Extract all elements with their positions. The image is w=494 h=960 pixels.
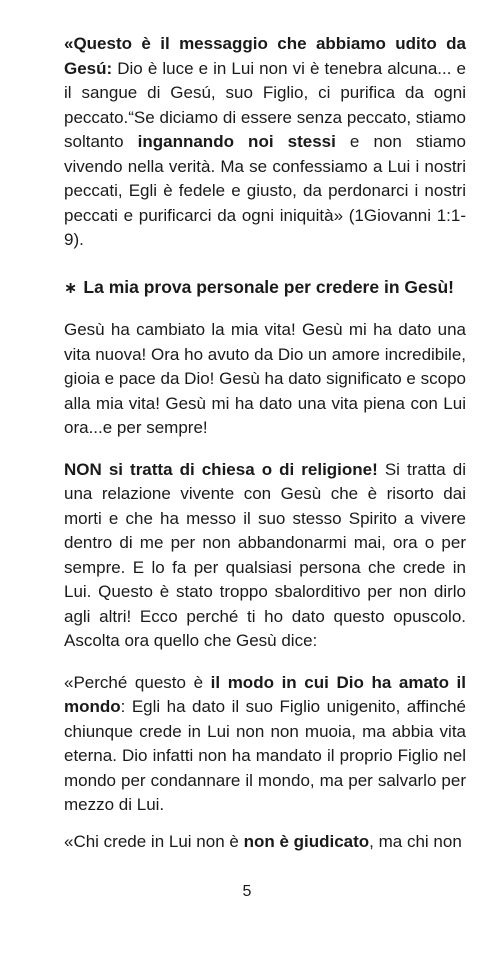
quote-3-text-start: «Chi crede in Lui non è bbox=[64, 831, 244, 851]
quote-2-bold: il modo in cui Dio ha amato il mondo bbox=[64, 672, 467, 716]
quote-1-john bbox=[64, 32, 466, 253]
quote-1-bold-intro: «Questo è il messaggio che abbiamo udito da Gesú: bbox=[64, 34, 466, 78]
section-heading-text: La mia prova personale per credere in Gesù! bbox=[83, 276, 454, 297]
quote-1-text: Dio è luce e in Lui non vi è tenebra alcuna... e il sangue di Gesú, suo Figlio, ci purifica da ogni peccato.“Se diciamo di essere senza peccato, stiamo soltanto bbox=[64, 58, 466, 151]
testimony-paragraph: Gesù ha cambiato la mia vita! Gesù mi ha dato una vita nuova! Ora ho avuto da Dio un amore incredibile, gioia e pace da Dio! Gesù ha dato significato e scopo alla mia vita! Gesù mi ha dato una vita piena con Lui ora...e per sempre! bbox=[64, 320, 466, 437]
quote-2-text-start: «Perché questo è bbox=[64, 672, 211, 692]
quote-2-text: : Egli ha dato il suo Figlio unigenito, affinché chiunque crede in Lui non non muoia, ma abbia vita eterna. Dio infatti non ha mandato il proprio Figlio nel mondo per condannare il mondo, ma per salvarlo per mezzo di Lui. bbox=[64, 697, 466, 814]
section-heading bbox=[64, 275, 466, 302]
quote-3-john bbox=[64, 830, 466, 855]
page-number: 5 bbox=[242, 883, 252, 900]
asterisk-bullet-icon: ∗ bbox=[64, 279, 78, 297]
quote-3-text-end: , ma chi non bbox=[369, 831, 462, 851]
quote-1-bold-phrase: ingannando noi stessi bbox=[137, 132, 336, 151]
quote-3-bold: non è giudicato bbox=[243, 831, 370, 851]
religion-paragraph bbox=[64, 458, 466, 654]
page-body bbox=[64, 32, 466, 854]
religion-bold-lead: NON si tratta di chiesa o di religione! bbox=[64, 459, 378, 479]
quote-2-john bbox=[64, 671, 466, 818]
quote-1-text-end: e non stiamo vivendo nella verità. Ma se confessiamo a Lui i nostri peccati, Egli è fedele e giusto, da perdonarci i nostri peccati e purificarci da ogni iniquità» (1Giovanni 1:1-9). bbox=[64, 132, 467, 249]
religion-text: Si tratta di una relazione vivente con Gesù che è risorto dai morti e che ha messo il suo stesso Spirito a vivere dentro di me per non abbandonarmi mai, ora o per sempre. E lo fa per qualsiasi persona che crede in Lui. Questo è stato troppo sbalorditivo per non dirlo agli altri! Ecco perché ti ho dato questo opuscolo. Ascolta ora quello che Gesù dice: bbox=[64, 459, 466, 650]
